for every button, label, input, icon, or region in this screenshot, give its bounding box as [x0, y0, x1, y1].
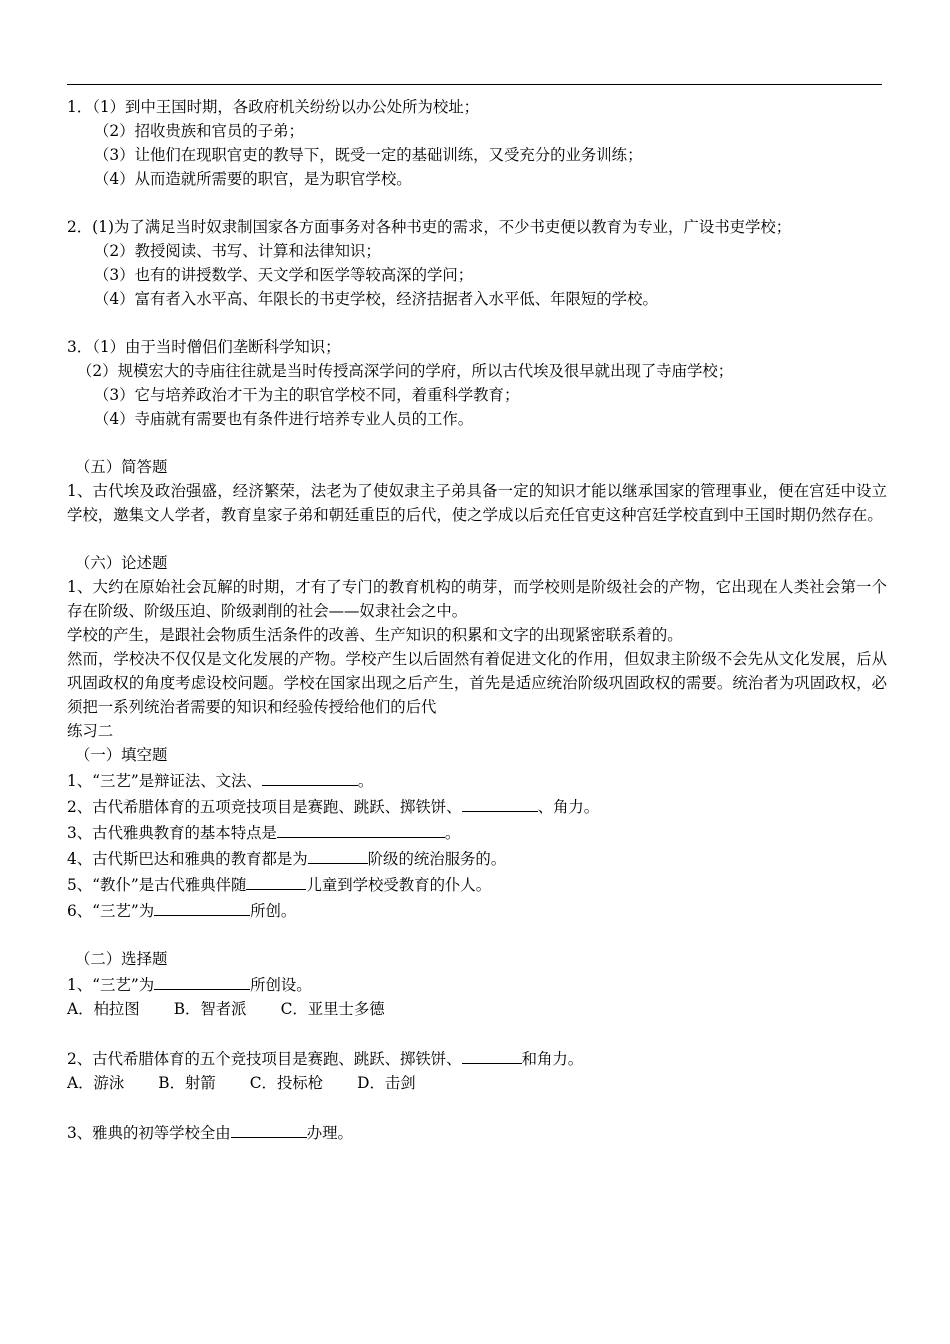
option-b[interactable]: B．智者派 — [173, 1000, 247, 1018]
answer-blank[interactable] — [231, 1119, 307, 1138]
q1-item: （2）招收贵族和官员的子弟； — [94, 122, 304, 140]
q2-item: （4）富有者入水平高、年限长的书吏学校，经济拮据者入水平低、年限短的学校。 — [94, 290, 658, 308]
exercise-title: 练习二 — [67, 722, 114, 740]
q1-item: （4）从而造就所需要的职官，是为职官学校。 — [94, 170, 412, 188]
essay-paragraph: 学校的产生，是跟社会物质生活条件的改善、生产知识的积累和文字的出现紧密联系着的。 — [67, 626, 683, 644]
option-a[interactable]: A．游泳 — [67, 1074, 125, 1092]
short-answer-paragraph: 1、古代埃及政治强盛，经济繁荣，法老为了使奴隶主子弟具备一定的知识才能以继承国家的管理事业，便在宫廷中设立学校，邀集文人学者，教育皇家子弟和朝廷重臣的后代，使之学成以后充任官吏这种宫廷学校直到中王国时期仍然存在。 — [67, 482, 887, 524]
q3-item: （2）规模宏大的寺庙往往就是当时传授高深学问的学府，所以古代埃及很早就出现了寺庙学校； — [77, 362, 734, 380]
q3-item: （3）它与培养政治才干为主的职官学校不同，着重科学教育； — [94, 386, 520, 404]
header-rule — [67, 84, 882, 85]
essay-paragraph: 1、大约在原始社会瓦解的时期，才有了专门的教育机构的萌芽，而学校则是阶级社会的产物，它出现在人类社会第一个存在阶级、阶级压迫、阶级剥削的社会——奴隶社会之中。 — [67, 578, 887, 620]
section-heading: （一）填空题 — [75, 746, 168, 764]
option-a[interactable]: A．柏拉图 — [67, 1000, 140, 1018]
section-heading: （二）选择题 — [75, 950, 168, 968]
q1-lead: 1．（1）到中王国时期，各政府机关纷纷以办公处所为校址； — [67, 98, 480, 116]
essay-paragraph: 然而，学校决不仅仅是文化发展的产物。学校产生以后固然有着促进文化的作用，但奴隶主阶级不会先从文化发展，后从巩固政权的角度考虑设校问题。学校在国家出现之后产生，首先是适应统治阶级巩固政权的需要。统治者为巩固政权，必须把一系列统治者需要的知识和经验传授给他们的后代 — [67, 650, 887, 716]
answer-blank[interactable] — [154, 897, 250, 916]
section-heading: （六）论述题 — [75, 554, 168, 572]
choice-options — [67, 1071, 887, 1095]
choice-options — [67, 997, 887, 1021]
choice-question: 2、古代希腊体育的五个竞技项目是赛跑、跳跃、掷铁饼、 和角力。 — [67, 1045, 887, 1071]
fill-blank-item: 2、古代希腊体育的五项竞技项目是赛跑、跳跃、掷铁饼、 、角力。 — [67, 793, 887, 819]
answer-blank[interactable] — [262, 767, 358, 786]
answer-blank[interactable] — [246, 871, 306, 890]
option-d[interactable]: D．击剑 — [357, 1074, 416, 1092]
q2-item: （2）教授阅读、书写、计算和法律知识； — [94, 242, 381, 260]
answer-blank[interactable] — [277, 819, 445, 838]
fill-blank-item: 4、古代斯巴达和雅典的教育都是为 阶级的统治服务的。 — [67, 845, 887, 871]
fill-blank-item: 3、古代雅典教育的基本特点是 。 — [67, 819, 887, 845]
answer-blank[interactable] — [462, 793, 538, 812]
answer-blank[interactable] — [154, 971, 250, 990]
q1-item: （3）让他们在现职官吏的教导下，既受一定的基础训练，又受充分的业务训练； — [94, 146, 643, 164]
document-body — [67, 95, 887, 1145]
q2-lead: 2．(1)为了满足当时奴隶制国家各方面事务对各种书吏的需求，不少书吏便以教育为专业，广设书吏学校； — [67, 218, 792, 236]
choice-question: 1、“三艺”为 所创设。 — [67, 971, 887, 997]
fill-blank-item: 1、“三艺”是辩证法、文法、 。 — [67, 767, 887, 793]
choice-question: 3、雅典的初等学校全由 办理。 — [67, 1119, 887, 1145]
fill-blank-item: 6、“三艺”为 所创。 — [67, 897, 887, 923]
section-heading: （五）简答题 — [75, 458, 168, 476]
fill-blank-item: 5、“教仆”是古代雅典伴随 儿童到学校受教育的仆人。 — [67, 871, 887, 897]
q2-item: （3）也有的讲授数学、天文学和医学等较高深的学问； — [94, 266, 474, 284]
option-b[interactable]: B．射箭 — [158, 1074, 216, 1092]
answer-blank[interactable] — [462, 1045, 522, 1064]
q3-lead: 3．（1）由于当时僧侣们垄断科学知识； — [67, 338, 341, 356]
answer-blank[interactable] — [308, 845, 368, 864]
q3-item: （4）寺庙就有需要也有条件进行培养专业人员的工作。 — [94, 410, 474, 428]
option-c[interactable]: C．亚里士多德 — [280, 1000, 385, 1018]
option-c[interactable]: C．投标枪 — [249, 1074, 324, 1092]
